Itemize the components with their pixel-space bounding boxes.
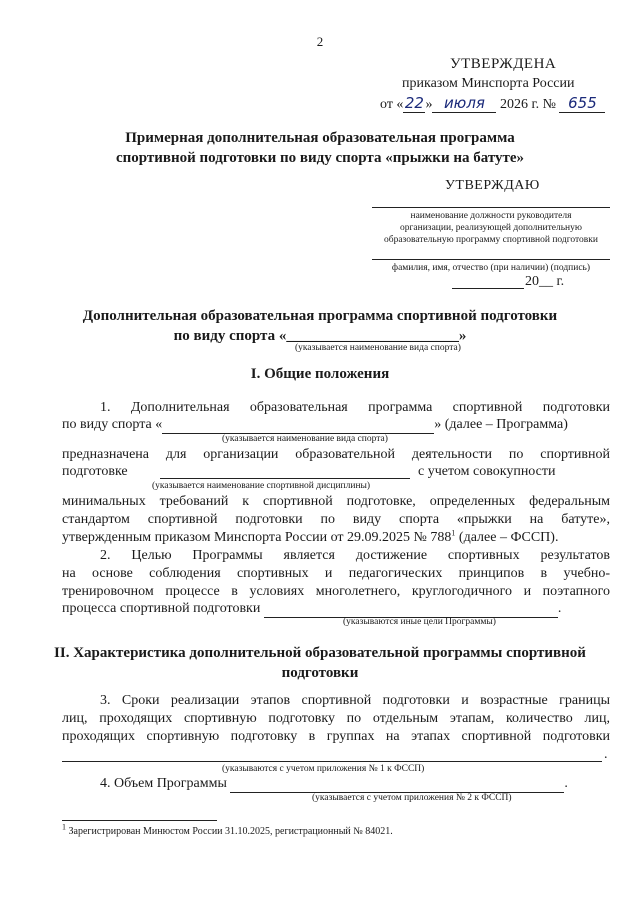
date-year: 2026 г. № (499, 97, 556, 112)
footnote (62, 822, 393, 837)
date-blank-line (452, 288, 524, 289)
p2-line2: на основе соблюдения спортивных и педагогических принципов в учебно- (62, 566, 610, 581)
position-caption-2: организации, реализующей дополнительную (400, 223, 582, 233)
date-mid: » (425, 97, 433, 112)
p4-label: 4. Объем Программы (100, 776, 227, 791)
p3-end: . (604, 747, 608, 762)
name-caption: фамилия, имя, отчество (при наличии) (подпись) (391, 263, 591, 273)
order-number-handwritten: 655 (559, 94, 605, 113)
footnote-mark: 1 (62, 822, 66, 832)
page-number: 2 (316, 34, 324, 49)
approved-heading: УТВЕРЖДЕНА (450, 56, 557, 72)
p2-line4a: процесса спортивной подготовки (62, 601, 261, 616)
p1-line4b: с учетом совокупности (418, 464, 556, 479)
p2-line1: 2. Целью Программы является достижение спортивных результатов (100, 548, 610, 563)
document-title-text: Примерная дополнительная образовательная программа спортивной подготовки по виду спорта «прыжки на батуте» (115, 130, 525, 166)
p2-line4 (62, 601, 561, 618)
section-2-heading (0, 643, 640, 683)
date-year-line: 20__ г. (525, 274, 565, 289)
p4-line (100, 776, 568, 793)
p1-line3: предназначена для организации образовательной деятельности по спортивной (62, 447, 610, 462)
p1-line2 (62, 417, 568, 434)
program-title (0, 306, 640, 346)
footnote-ref: 1 (451, 528, 456, 538)
program-title-line2: по виду спорта «_______________________» (173, 328, 467, 344)
p4-end: . (564, 776, 568, 791)
section-2-heading-line1: II. Характеристика дополнительной образовательной программы спортивной (54, 645, 586, 661)
p1-line1: 1. Дополнительная образовательная программа спортивной подготовки (100, 400, 610, 415)
p1-line2a: по виду спорта « (62, 417, 163, 432)
program-title-line1: Дополнительная образовательная программа спортивной подготовки (82, 308, 558, 324)
position-caption-1: наименование должности руководителя (410, 211, 572, 221)
p3-blank-line (62, 761, 602, 762)
date-day-handwritten: 22 (404, 94, 424, 112)
p4-caption: (указывается с учетом приложения № 2 к ФССП) (312, 793, 512, 803)
p1-line7a: утвержденным приказом Минспорта России от 29.09.2025 № 788 (62, 530, 452, 545)
position-caption-3: образовательную программу спортивной подготовки (383, 235, 598, 245)
order-date-line (380, 94, 605, 113)
section-2-heading-line2: подготовки (281, 665, 359, 681)
p2-line3: тренировочном процессе в условиях многолетнего, круглогодичного и поэтапного (62, 584, 610, 599)
p3-line2: лиц, проходящих спортивную подготовку по отдельным этапам, количество лиц, (62, 711, 610, 726)
p1-line7b: (далее – ФССП). (455, 530, 559, 545)
p2-caption: (указываются иные цели Программы) (343, 617, 496, 627)
position-caption (362, 210, 620, 246)
date-prefix: от « (380, 97, 404, 112)
footnote-text: Зарегистрирован Минюстом России 31.10.2025, регистрационный № 84021. (66, 826, 393, 837)
p1-caption2: (указывается наименование спортивной дисциплины) (152, 481, 371, 491)
p2-line4b: . (557, 601, 562, 616)
document-title (0, 128, 640, 168)
footnote-separator (62, 820, 217, 821)
name-line (372, 259, 610, 260)
program-title-caption: (указывается наименование вида спорта) (295, 343, 461, 353)
p1-line6: стандартом спортивной подготовки по виду спорта «прыжки на батуте», (62, 512, 610, 527)
approve-heading: УТВЕРЖДАЮ (445, 178, 540, 193)
p1-line2b: » (далее – Программа) (434, 417, 568, 432)
p1-line7 (62, 530, 558, 546)
p1-line4a: подготовке (62, 464, 128, 479)
p3-caption: (указываются с учетом приложения № 1 к ФССП) (222, 764, 425, 774)
p1-line5: минимальных требований к спортивной подготовке, определенных федеральным (62, 494, 610, 509)
date-month-handwritten: июля (432, 94, 496, 113)
p1-caption1: (указывается наименование вида спорта) (222, 434, 388, 444)
p3-line3: проходящих спортивную подготовку в группах на этапах спортивной подготовки (62, 729, 610, 744)
p3-line1: 3. Сроки реализации этапов спортивной подготовки и возрастные границы (100, 693, 610, 708)
position-line (372, 207, 610, 208)
section-1-heading: I. Общие положения (250, 366, 390, 382)
order-line: приказом Минспорта России (402, 76, 575, 91)
p1-line4 (62, 464, 610, 480)
